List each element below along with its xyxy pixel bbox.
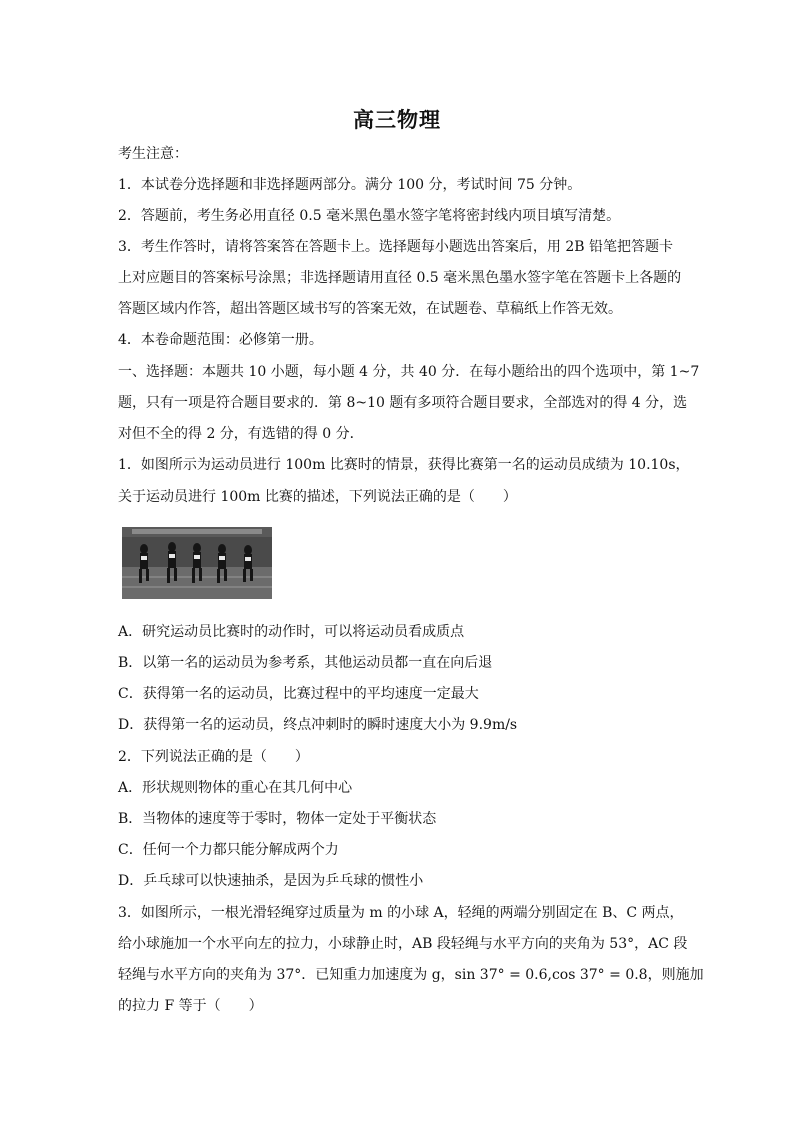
notice-line: 3．考生作答时，请将答案答在答题卡上。选择题每小题选出答案后，用 2B 铅笔把答题卡 [118,239,674,255]
question-2-option-b: B．当物体的速度等于零时，物体一定处于平衡状态 [118,811,437,827]
section-instructions: 一、选择题：本题共 10 小题，每小题 4 分，共 40 分．在每小题给出的四个选项中，第 1~7 [118,364,700,380]
sprint-race-photo [122,527,272,599]
question-1-stem: 1．如图所示为运动员进行 100m 比赛时的情景，获得比赛第一名的运动员成绩为 10.10s， [118,457,690,473]
question-1-option-a: A．研究运动员比赛时的动作时，可以将运动员看成质点 [118,624,465,640]
question-3-stem: 给小球施加一个水平向左的拉力，小球静止时，AB 段轻绳与水平方向的夹角为 53°，AC 段 [118,936,688,952]
question-1-option-b: B．以第一名的运动员为参考系，其他运动员都一直在向后退 [118,655,493,671]
notice-line: 2．答题前，考生务必用直径 0.5 毫米黑色墨水签字笔将密封线内项目填写清楚。 [118,208,621,224]
question-3-stem: 3．如图所示，一根光滑轻绳穿过质量为 m 的小球 A，轻绳的两端分别固定在 B、C 两点， [118,905,684,921]
notice-heading: 考生注意： [118,146,188,162]
notice-line: 1．本试卷分选择题和非选择题两部分。满分 100 分，考试时间 75 分钟。 [118,177,582,193]
question-3-stem: 的拉力 F 等于（ ） [118,998,263,1014]
question-1-option-d: D．获得第一名的运动员，终点冲刺时的瞬时速度大小为 9.9m/s [118,717,518,733]
question-2-option-c: C．任何一个力都只能分解成两个力 [118,842,339,858]
notice-line: 上对应题目的答案标号涂黑；非选择题请用直径 0.5 毫米黑色墨水签字笔在答题卡上各题的 [118,270,682,286]
question-1-stem: 关于运动员进行 100m 比赛的描述，下列说法正确的是（ ） [118,489,517,505]
question-3-stem: 轻绳与水平方向的夹角为 37°．已知重力加速度为 g，sin 37° = 0.6,cos 37° = 0.8，则施加 [118,967,704,983]
sprint-race-illustration [122,527,272,599]
notice-line: 4．本卷命题范围：必修第一册。 [118,332,323,348]
question-2-option-a: A．形状规则物体的重心在其几何中心 [118,780,353,796]
notice-line: 答题区域内作答，超出答题区域书写的答案无效，在试题卷、草稿纸上作答无效。 [118,301,622,317]
question-2-stem: 2．下列说法正确的是（ ） [118,749,309,765]
section-instructions: 题，只有一项是符合题目要求的．第 8~10 题有多项符合题目要求，全部选对的得 4 分，选 [118,395,688,411]
question-2-option-d: D．乒乓球可以快速抽杀，是因为乒乓球的惯性小 [118,873,424,889]
question-1-option-c: C．获得第一名的运动员，比赛过程中的平均速度一定最大 [118,686,479,702]
page-title: 高三物理 [353,108,441,132]
section-instructions: 对但不全的得 2 分，有选错的得 0 分． [118,426,364,442]
